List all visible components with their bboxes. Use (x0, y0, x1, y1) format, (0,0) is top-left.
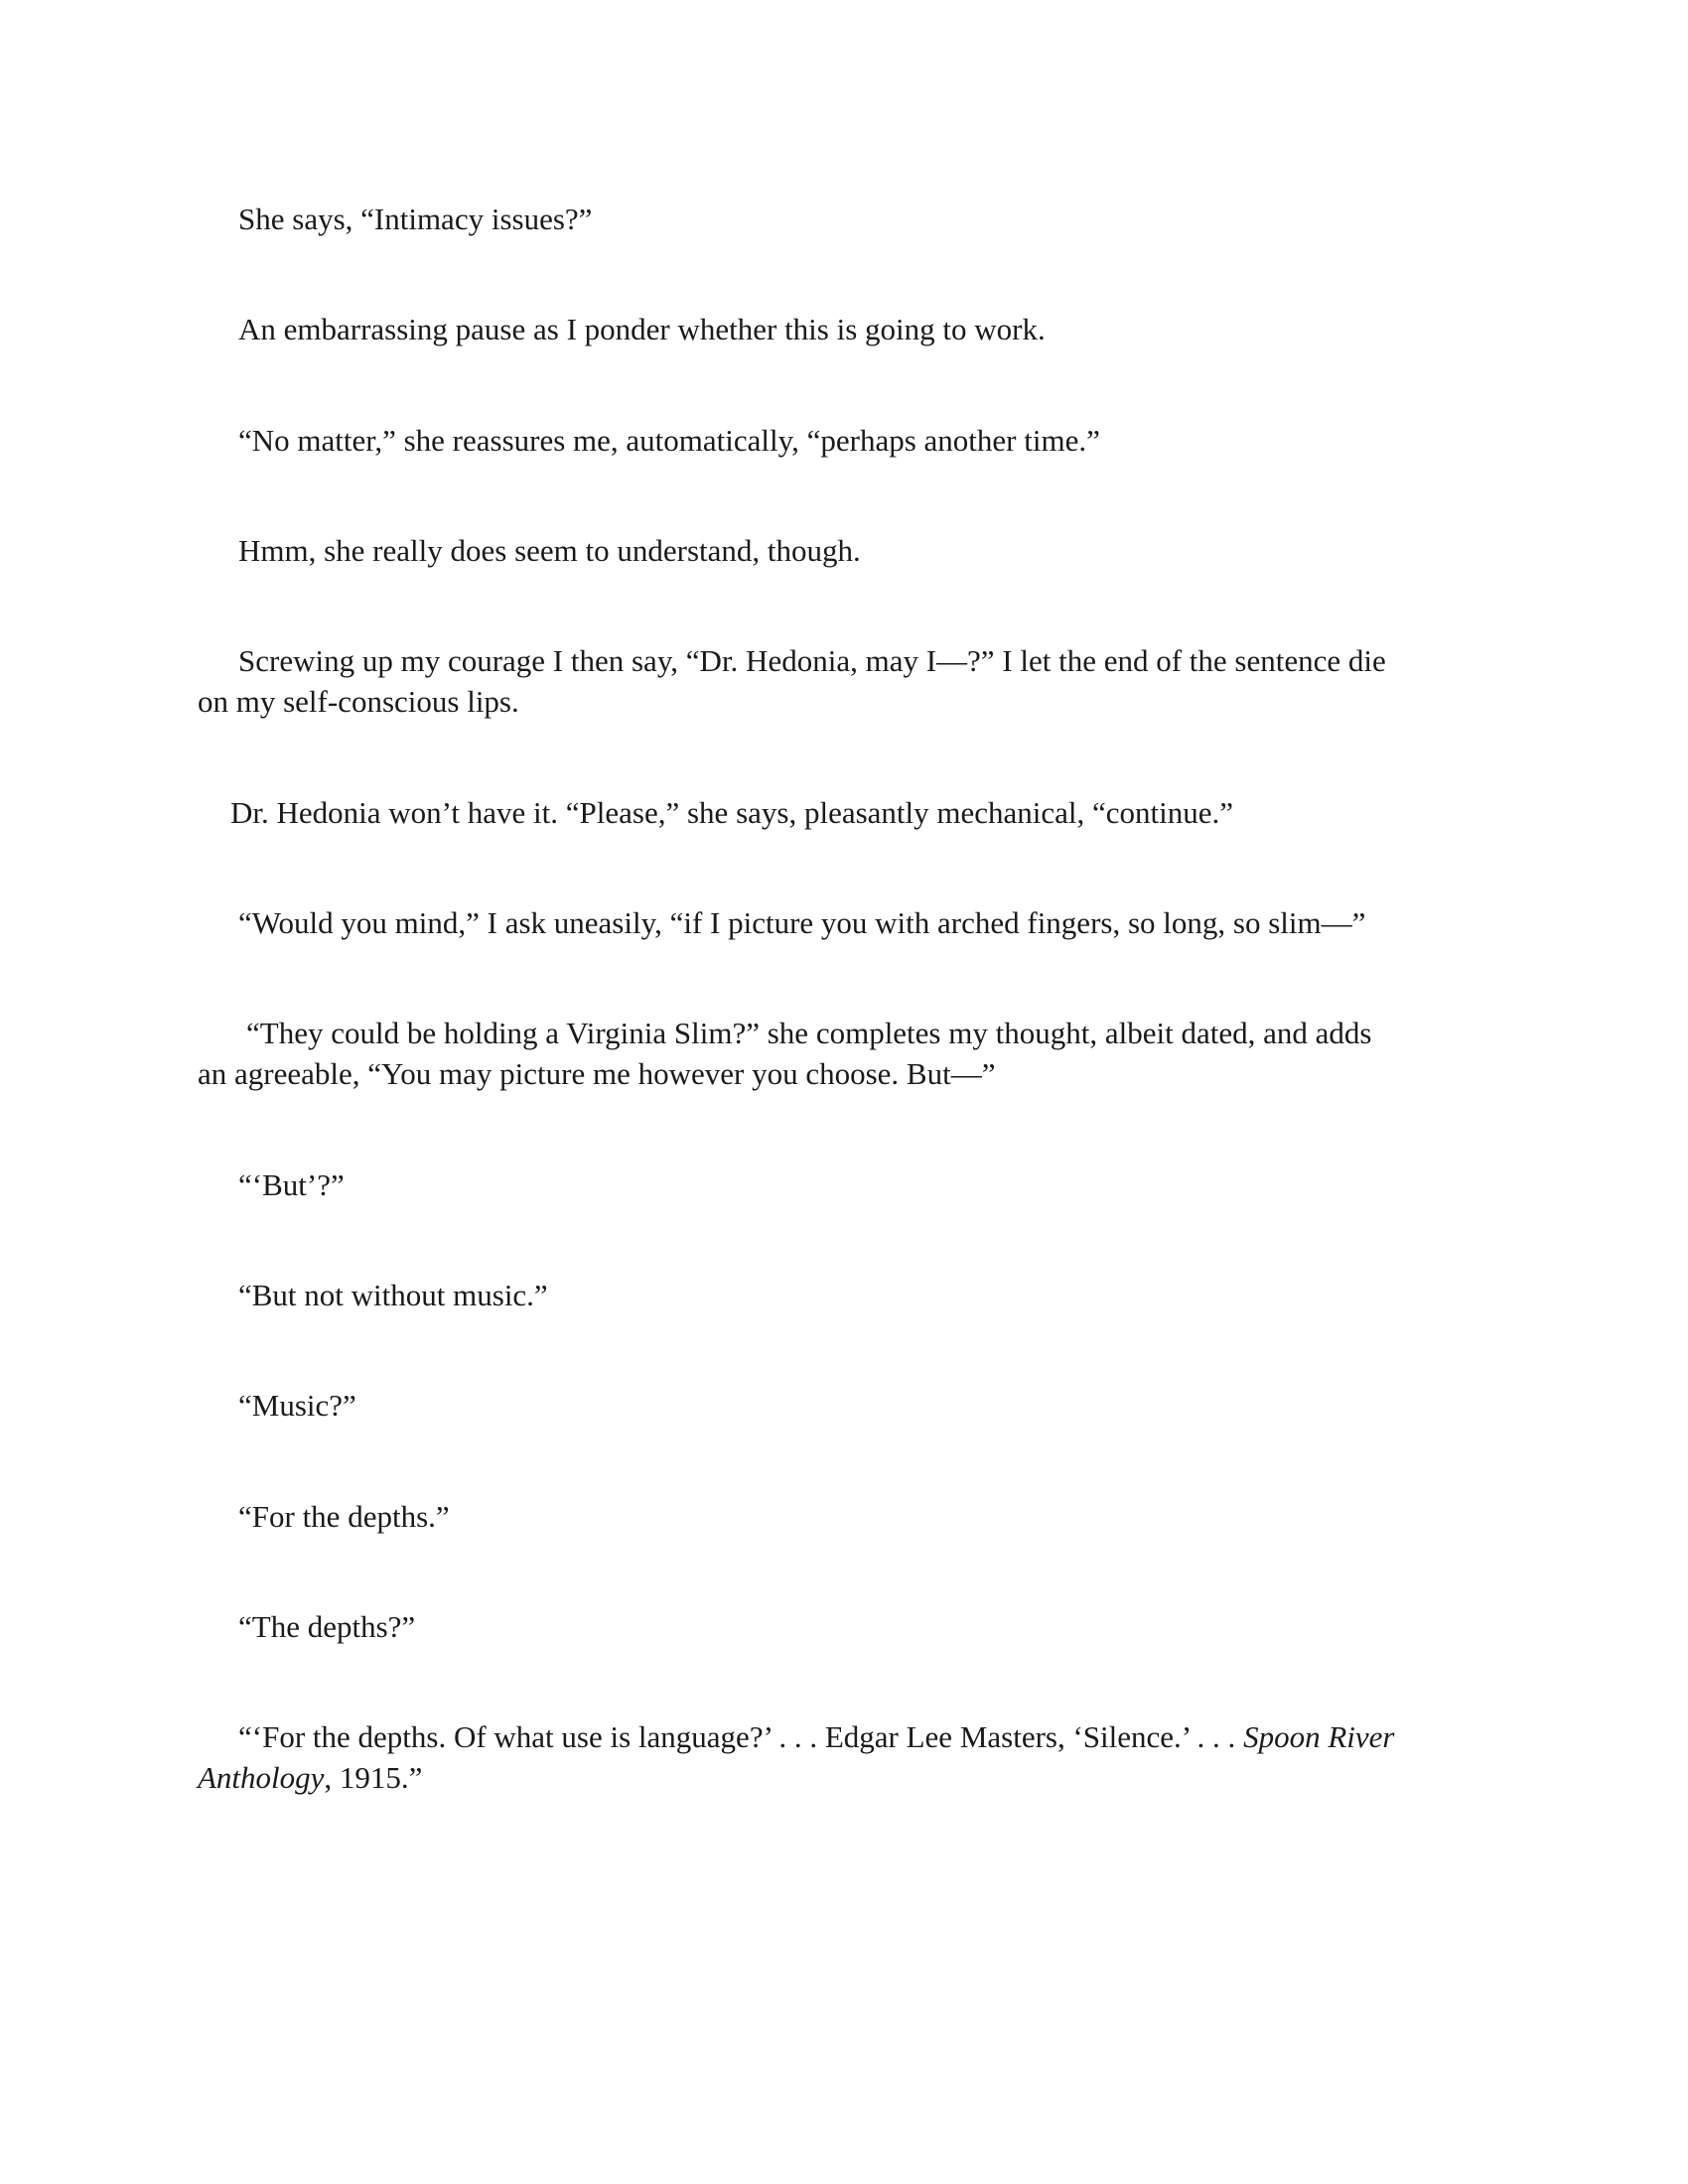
paragraph-11 (198, 1385, 1529, 1426)
paragraph-line: Screwing up my courage I then say, “Dr. Hedonia, may I—?” I let the end of the sentence die (238, 643, 1386, 678)
paragraph-14 (198, 1716, 1488, 1798)
paragraph-1 (198, 199, 1529, 239)
paragraph-text: She says, “Intimacy issues?” (238, 202, 593, 236)
paragraph-text: Dr. Hedonia won’t have it. “Please,” she says, pleasantly mechanical, “continue.” (230, 795, 1234, 830)
paragraph-text: “Music?” (238, 1388, 356, 1423)
paragraph-line (198, 1716, 1488, 1757)
paragraph-line: an agreeable, “You may picture me however you choose. But—” (198, 1056, 996, 1091)
paragraph-10 (198, 1275, 1529, 1315)
paragraph-text: An embarrassing pause as I ponder whether this is going to work. (238, 312, 1046, 346)
paragraph-text: “‘But’?” (238, 1167, 345, 1202)
paragraph-text: , 1915.” (324, 1760, 423, 1795)
paragraph-13 (198, 1606, 1529, 1647)
paragraph-text: Hmm, she really does seem to understand, though. (238, 533, 861, 568)
paragraph-12 (198, 1496, 1529, 1537)
paragraph-3 (198, 420, 1529, 461)
paragraph-4 (198, 530, 1529, 571)
paragraph-5 (198, 640, 1488, 722)
book-title: Anthology (198, 1760, 325, 1795)
paragraph-text: “But not without music.” (238, 1278, 548, 1312)
paragraph-line: on my self-conscious lips. (198, 684, 519, 719)
paragraph-line: “They could be holding a Virginia Slim?” she completes my thought, albeit dated, and adds (246, 1016, 1372, 1050)
paragraph-line (198, 1757, 1488, 1798)
paragraph-6 (198, 792, 1521, 833)
paragraph-text: “Would you mind,” I ask uneasily, “if I picture you with arched fingers, so long, so slim—” (238, 905, 1366, 940)
paragraph-text: “No matter,” she reassures me, automatically, “perhaps another time.” (238, 423, 1100, 458)
paragraph-9 (198, 1164, 1529, 1205)
book-title: Spoon River (1243, 1719, 1395, 1754)
paragraph-text: “For the depths.” (238, 1499, 450, 1534)
paragraph-7 (198, 902, 1529, 943)
paragraph-8 (198, 1013, 1488, 1094)
paragraph-text: “‘For the depths. Of what use is language?’ . . . Edgar Lee Masters, ‘Silence.’ . . . (238, 1719, 1244, 1754)
paragraph-text: “The depths?” (238, 1609, 416, 1644)
paragraph-2 (198, 309, 1529, 349)
